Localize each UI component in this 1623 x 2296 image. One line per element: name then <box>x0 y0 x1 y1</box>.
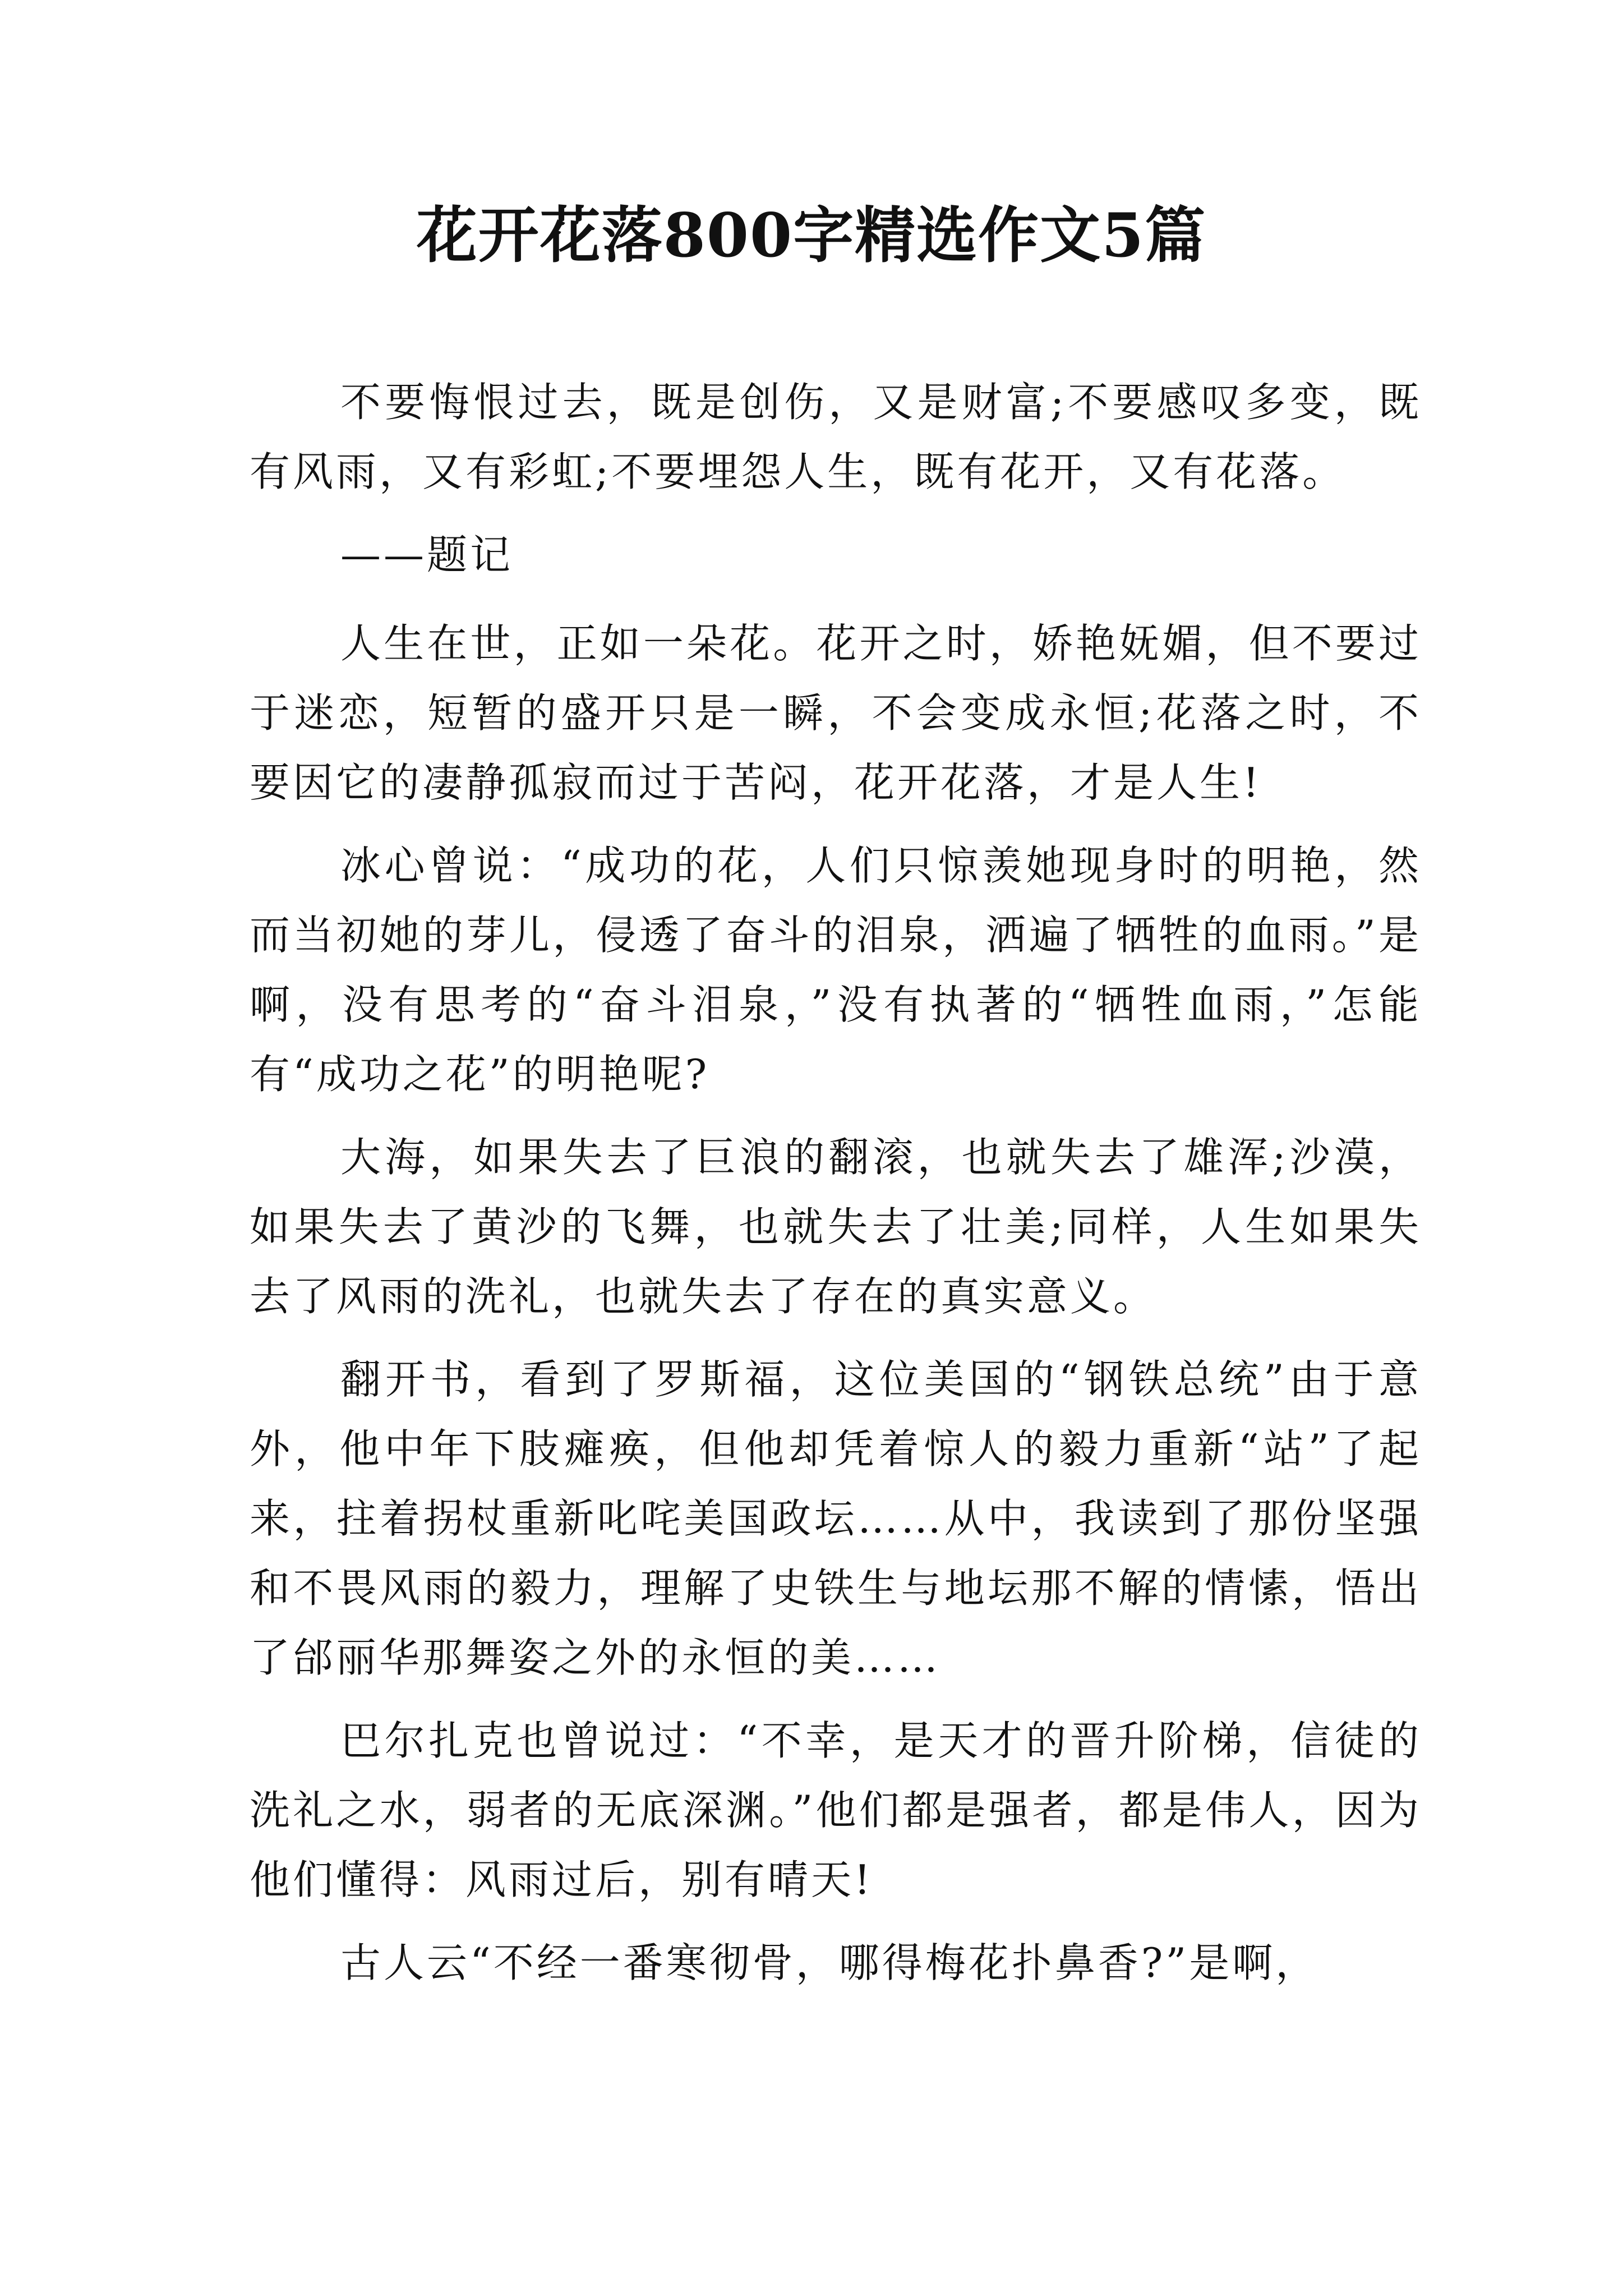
paragraph-2: 冰心曾说：“成功的花，人们只惊羡她现身时的明艳，然而当初她的芽儿，侵透了奋斗的泪泉，洒遍了牺牲的血雨。”是啊，没有思考的“奋斗泪泉，”没有执著的“牺牲血雨，”怎能有“成功之花”的明艳呢? <box>250 842 1422 1098</box>
paragraph-3: 大海，如果失去了巨浪的翻滚，也就失去了雄浑;沙漠，如果失去了黄沙的飞舞，也就失去了壮美;同样，人生如果失去了风雨的洗礼，也就失去了存在的真实意义。 <box>250 1134 1422 1320</box>
paragraph-5: 巴尔扎克也曾说过：“不幸，是天才的晋升阶梯，信徒的洗礼之水，弱者的无底深渊。”他们都是强者，都是伟人，因为他们懂得：风雨过后，别有晴天! <box>250 1717 1422 1903</box>
document-body <box>250 367 1422 2011</box>
paragraph-epigraph-signature: ——题记 <box>340 531 514 578</box>
paragraph-4: 翻开书，看到了罗斯福，这位美国的“钢铁总统”由于意外，他中年下肢瘫痪，但他却凭着惊人的毅力重新“站”了起来，拄着拐杖重新叱咤美国政坛……从中，我读到了那份坚强和不畏风雨的毅力，理解了史铁生与地坛那不解的情愫，悟出了邰丽华那舞姿之外的永恒的美…… <box>250 1356 1422 1681</box>
paragraph-epigraph: 不要悔恨过去，既是创伤，又是财富;不要感叹多变，既有风雨，又有彩虹;不要埋怨人生，既有花开，又有花落。 <box>250 379 1422 495</box>
document-title: 花开花落800字精选作文5篇 <box>416 200 1207 271</box>
paragraph-6: 古人云“不经一番寒彻骨，哪得梅花扑鼻香?”是啊， <box>340 1939 1319 1986</box>
paragraph-1: 人生在世，正如一朵花。花开之时，娇艳妩媚，但不要过于迷恋，短暂的盛开只是一瞬，不会变成永恒;花落之时，不要因它的凄静孤寂而过于苦闷，花开花落，才是人生! <box>250 620 1422 806</box>
